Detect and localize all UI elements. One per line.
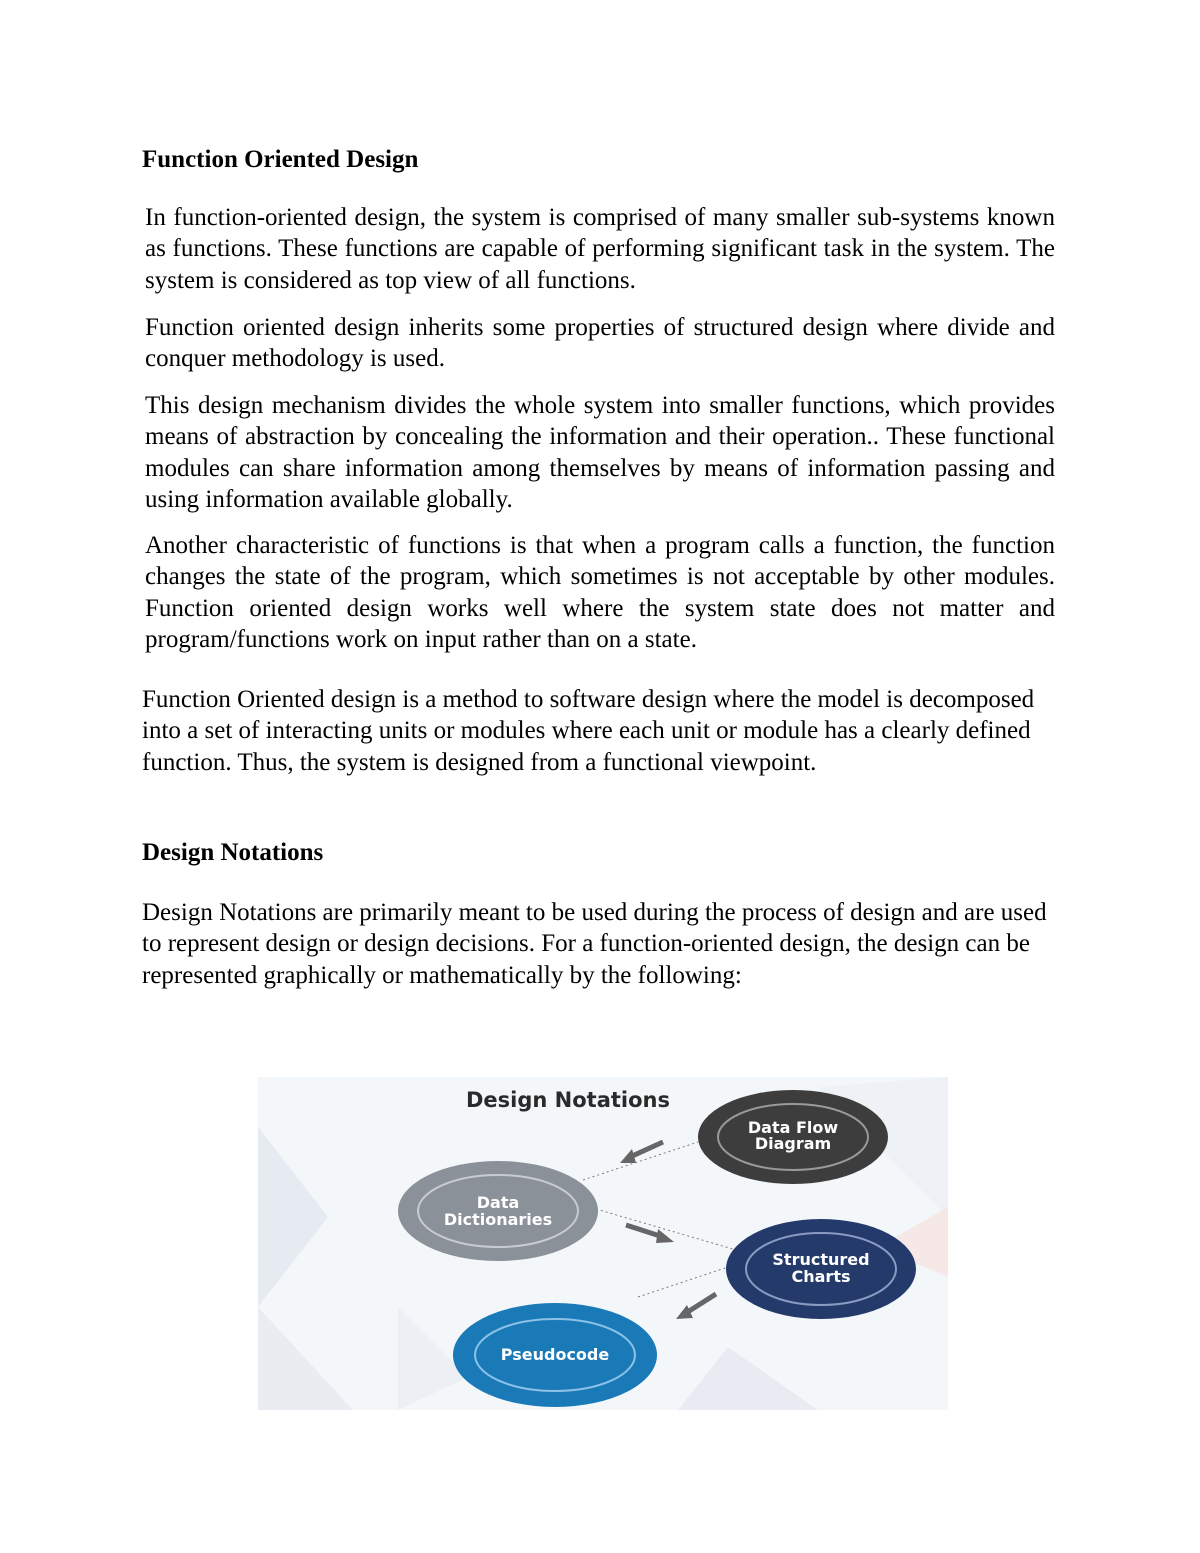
node-pseudocode: [453, 1303, 657, 1407]
node-structured-charts: [726, 1219, 916, 1319]
paragraph-notations: Design Notations are primarily meant to be used during the process of design and are used to represent design or design decisions. For a function-oriented design, the design can be represented graphically or mathematically by the following:: [142, 899, 1047, 989]
node-data-flow-diagram: [698, 1090, 888, 1184]
paragraph-inherits: Function oriented design inherits some properties of structured design where divide and conquer methodology is used.: [145, 314, 1055, 373]
design-notations-diagram: [258, 1077, 948, 1410]
bg-shape-bottom-left: [258, 1307, 353, 1410]
node-label-data-flow-1: Data Flow: [747, 1118, 839, 1137]
connector-structured: [596, 1209, 743, 1252]
connector-dataflow: [583, 1142, 698, 1180]
page-title: Function Oriented Design: [142, 146, 419, 173]
node-label-data-dict-2: Dictionaries: [443, 1210, 553, 1229]
figure-title: Design Notations: [466, 1088, 670, 1112]
paragraph-method: Function Oriented design is a method to software design where the model is decomposed into a set of interacting units or modules where each unit or module has a clearly defined function. Thus, the system is designed from a functional viewpoint.: [142, 686, 1035, 776]
paragraph-intro: In function-oriented design, the system is comprised of many smaller sub-systems known as functions. These functions are capable of performing significant task in the system. The system is considered as top view of all functions.: [145, 204, 1055, 294]
node-label-structured-1: Structured: [772, 1250, 870, 1269]
arrow-to-pseudocode: [676, 1294, 716, 1319]
bg-shape-left: [258, 1127, 328, 1307]
bg-shape-bottom-right: [678, 1347, 818, 1410]
arrow-to-structured-charts: [626, 1225, 674, 1243]
arrow-to-data-dictionaries: [620, 1142, 663, 1163]
design-notations-figure: [258, 1077, 948, 1410]
section-heading: Design Notations: [142, 839, 324, 866]
paragraph-characteristic: Another characteristic of functions is that when a program calls a function, the function changes the state of the program, which sometimes is not acceptable by other modules. Function oriented design works well where the system state does not matter and program/functions work on input rather than on a state.: [145, 532, 1055, 653]
node-label-data-flow-2: Diagram: [754, 1134, 832, 1153]
node-label-structured-2: Charts: [791, 1267, 851, 1286]
node-label-data-dict-1: Data: [476, 1193, 520, 1212]
paragraph-mechanism: This design mechanism divides the whole system into smaller functions, which provides means of abstraction by concealing the information and their operation.. These functional modules can share information among themselves by means of information passing and using information available globally.: [145, 392, 1055, 513]
node-data-dictionaries: [398, 1161, 598, 1261]
node-label-pseudocode: Pseudocode: [500, 1345, 610, 1364]
